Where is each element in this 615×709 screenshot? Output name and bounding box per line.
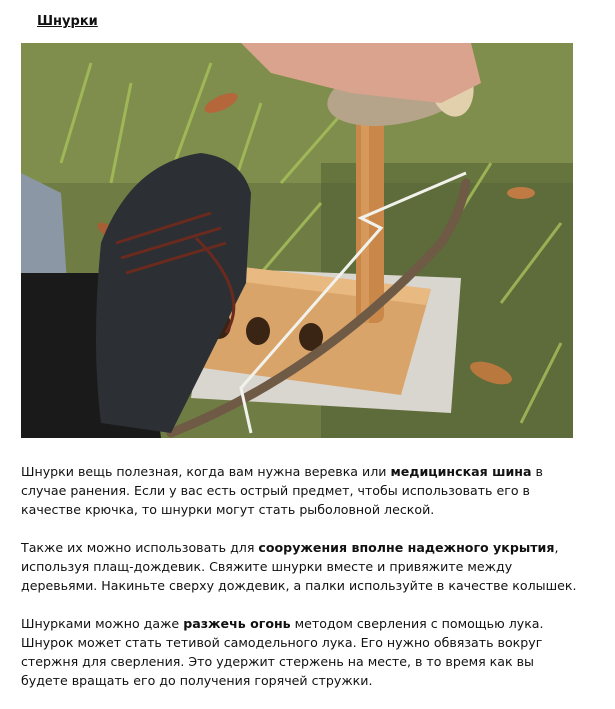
paragraph-3-bold: разжечь огонь [183,616,291,631]
paragraph-2-text-b: , используя плащ-дождевик. Свяжите шнурки вместе и привяжите между деревьями. Накиньте сверху дождевик, а палки используйте в качестве колышек. [21,540,577,593]
paragraph-3-text-a: Шнурками можно даже [21,616,184,631]
paragraph-2-bold: сооружения вполне надежного укрытия [258,540,555,555]
paragraph-1-text-a: Шнурки вещь полезная, когда вам нужна веревка или [21,464,391,479]
paragraph-3-text-b: методом сверления с помощью лука. Шнурок может стать тетивой самодельного лука. Его нужно обвязать вокруг стержня для сверления. Это удержит стержень на месте, в то время как вы будете вращать его до получения горячей стружки. [21,616,544,688]
article-title: Шнурки [37,14,98,29]
paragraph-1-text-b: в случае ранения. Если у вас есть острый предмет, чтобы использовать его в качестве крючка, то шнурки могут стать рыболовной леской. [21,464,543,517]
paragraph-2-text-a: Также их можно использовать для [21,540,259,555]
article-body [21,462,581,709]
fire-drill-photo [21,43,573,438]
paragraph-2 [21,538,581,595]
paragraph-3 [21,614,581,690]
paragraph-1-bold: медицинская шина [390,464,532,479]
paragraph-1 [21,462,581,519]
